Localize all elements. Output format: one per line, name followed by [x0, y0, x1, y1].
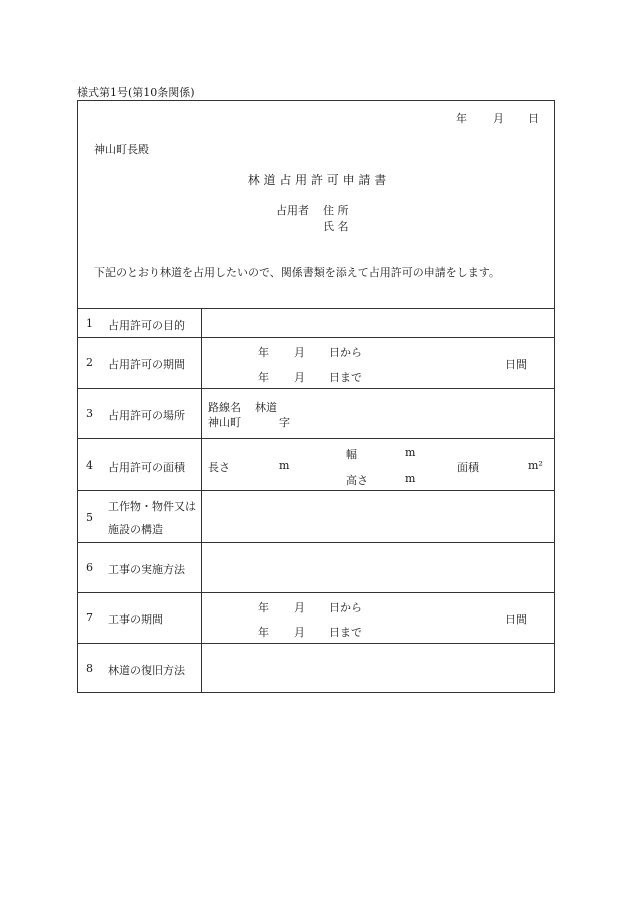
period-from-month: 月 — [294, 346, 305, 359]
row-number: 2 — [86, 356, 93, 369]
area-label: 面積 — [457, 461, 479, 474]
work-from-year: 年 — [258, 601, 269, 614]
period-to-day: 日まで — [329, 371, 362, 384]
length-unit: m — [279, 459, 290, 472]
date-month-label: 月 — [493, 112, 504, 125]
width-label: 幅 — [346, 448, 357, 461]
date-year-label: 年 — [456, 112, 467, 125]
row-label-period: 占用許可の期間 — [108, 358, 185, 371]
row-number: 6 — [86, 561, 93, 574]
table-top-line — [78, 308, 554, 309]
row-label-restoration: 林道の復旧方法 — [108, 664, 185, 677]
height-label: 高さ — [346, 474, 368, 487]
work-to-year: 年 — [258, 626, 269, 639]
period-days: 日間 — [505, 358, 527, 371]
row-number: 8 — [86, 662, 93, 675]
row-number: 1 — [86, 317, 93, 330]
table-column-divider — [201, 308, 202, 693]
addressee: 神山町長殿 — [94, 143, 149, 156]
period-from-day: 日から — [329, 346, 362, 359]
area-unit: m² — [528, 459, 543, 472]
period-to-month: 月 — [294, 371, 305, 384]
row-divider — [78, 490, 554, 491]
form-number: 様式第1号(第10条関係) — [77, 86, 195, 99]
row-number: 7 — [86, 611, 93, 624]
aza-label: 字 — [279, 416, 290, 429]
row-divider — [78, 337, 554, 338]
row-divider — [78, 542, 554, 543]
application-form — [77, 100, 555, 693]
height-unit: m — [405, 472, 416, 485]
address-label: 住 所 — [323, 204, 349, 217]
row-number: 5 — [86, 511, 93, 524]
name-label: 氏 名 — [323, 220, 349, 233]
width-unit: m — [405, 446, 416, 459]
length-label: 長さ — [208, 461, 230, 474]
town-label: 神山町 — [208, 416, 241, 429]
work-to-month: 月 — [294, 626, 305, 639]
row-divider — [78, 388, 554, 389]
row-number: 3 — [86, 407, 93, 420]
row-label-area: 占用許可の面積 — [108, 461, 185, 474]
statement: 下記のとおり林道を占用したいので、関係書類を添えて占用許可の申請をします。 — [94, 266, 500, 279]
route-name-label: 路線名 — [208, 401, 241, 414]
work-to-day: 日まで — [329, 626, 362, 639]
form-title: 林 道 占 用 許 可 申 請 書 — [247, 173, 387, 187]
row-label-location: 占用許可の場所 — [108, 409, 185, 422]
period-to-year: 年 — [258, 371, 269, 384]
row-label-purpose: 占用許可の目的 — [108, 319, 185, 332]
row-label-method: 工事の実施方法 — [108, 563, 185, 576]
period-from-year: 年 — [258, 346, 269, 359]
work-from-month: 月 — [294, 601, 305, 614]
row-label-work-period: 工事の期間 — [108, 613, 163, 626]
row-number: 4 — [86, 459, 93, 472]
route-name-value: 林道 — [255, 401, 277, 414]
applicant-label: 占用者 — [276, 204, 309, 217]
row-label-structure-line1: 工作物・物件又は — [108, 500, 196, 513]
row-divider — [78, 643, 554, 644]
work-from-day: 日から — [329, 601, 362, 614]
date-day-label: 日 — [528, 112, 539, 125]
work-days: 日間 — [505, 613, 527, 626]
row-label-structure-line2: 施設の構造 — [108, 523, 163, 536]
row-divider — [78, 438, 554, 439]
row-divider — [78, 592, 554, 593]
